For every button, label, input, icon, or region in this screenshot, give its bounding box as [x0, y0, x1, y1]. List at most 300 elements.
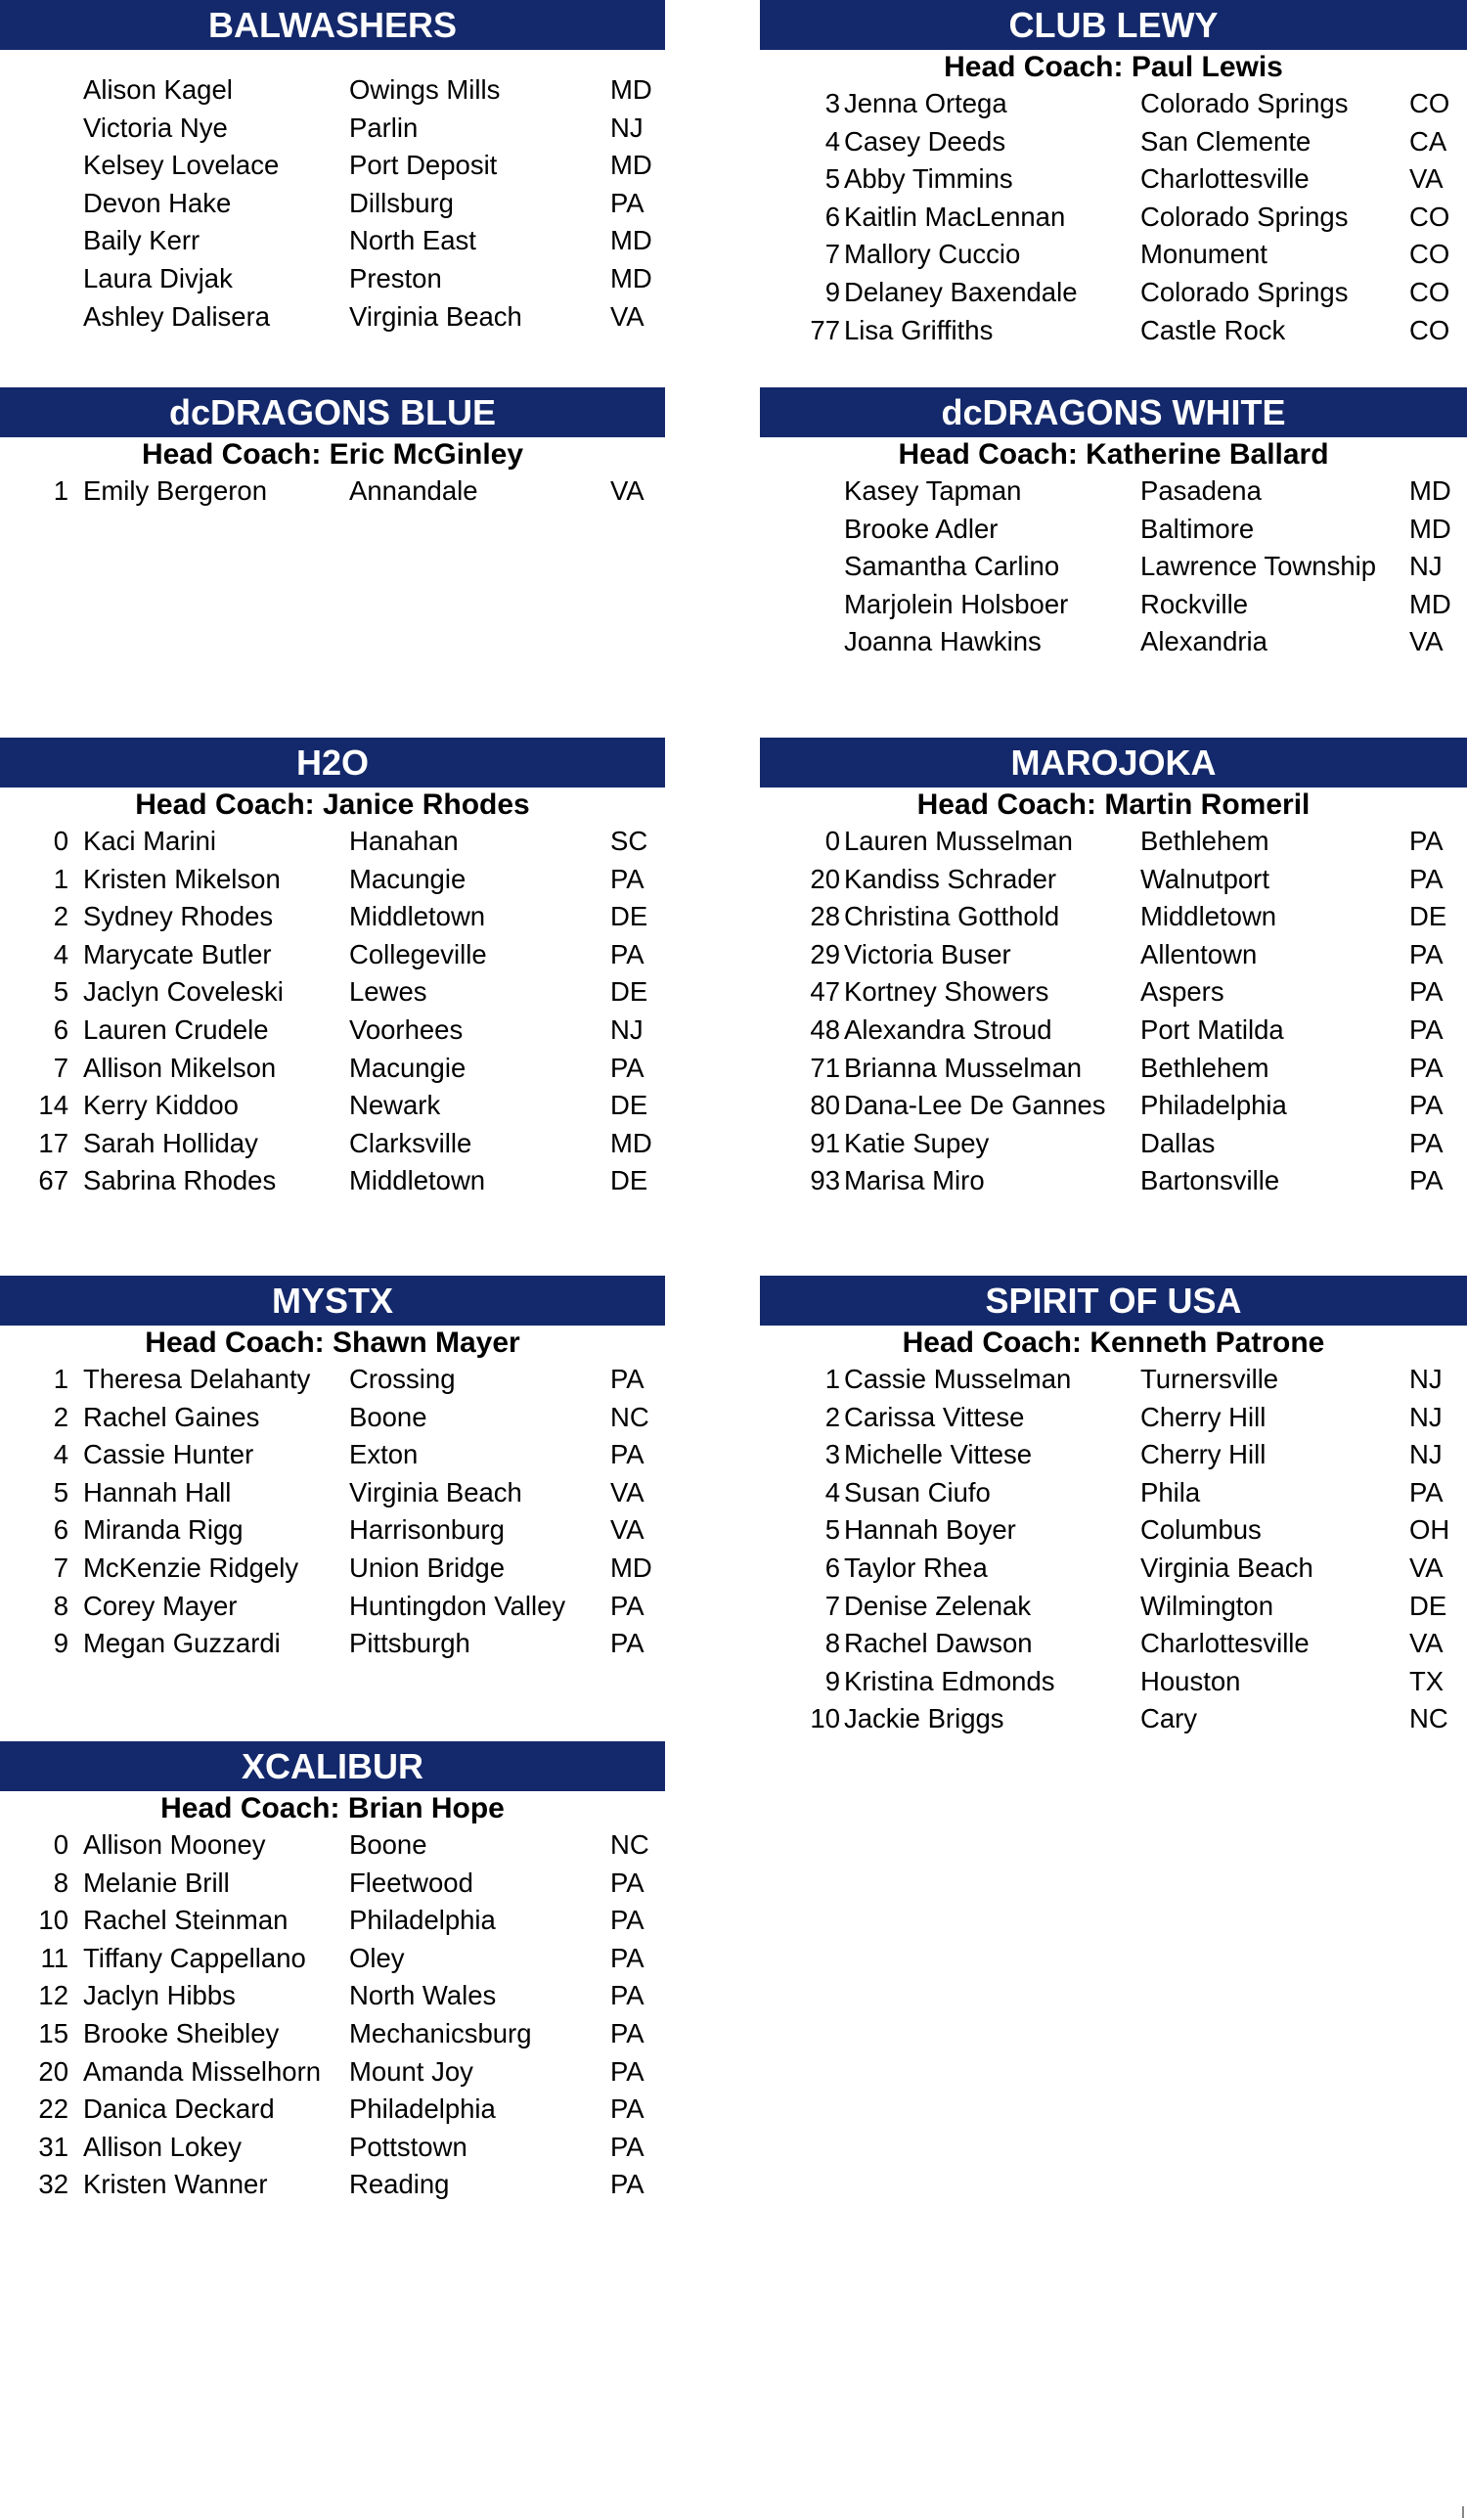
- player-number: 7: [824, 1590, 840, 1621]
- player-name: Allison Lokey: [83, 2131, 243, 2162]
- roster: [0, 1361, 665, 1663]
- player-number: 20: [38, 2055, 68, 2087]
- roster: [760, 1361, 1467, 1738]
- player-number: 91: [810, 1127, 840, 1158]
- player-city: Hanahan: [349, 826, 459, 856]
- player-state: NJ: [1409, 1401, 1443, 1432]
- roster: [760, 85, 1467, 349]
- player-state: NC: [610, 1829, 649, 1860]
- player-row: [760, 199, 1467, 237]
- player-row: [760, 936, 1467, 974]
- player-number: 0: [53, 1829, 68, 1860]
- player-row: [760, 898, 1467, 936]
- player-name: Corey Mayer: [83, 1590, 238, 1621]
- player-city: Lawrence Township: [1140, 551, 1377, 582]
- player-name: Ashley Dalisera: [83, 300, 271, 332]
- player-name: Hannah Boyer: [844, 1514, 1016, 1546]
- player-city: Dillsburg: [349, 187, 454, 218]
- player-row: [0, 1977, 665, 2015]
- player-name: Jaclyn Coveleski: [83, 976, 284, 1008]
- player-state: MD: [1409, 513, 1451, 544]
- player-name: Carissa Vittese: [844, 1401, 1025, 1432]
- player-city: Pasadena: [1140, 475, 1262, 506]
- player-number: 2: [53, 1401, 68, 1432]
- player-number: 10: [810, 1703, 840, 1734]
- player-row: [0, 2091, 665, 2129]
- roster: [0, 472, 665, 511]
- player-city: Owings Mills: [349, 74, 501, 105]
- player-name: Katie Supey: [844, 1127, 990, 1158]
- team-name: CLUB LEWY: [760, 0, 1467, 50]
- player-row: [0, 1826, 665, 1865]
- player-state: PA: [1409, 1052, 1444, 1083]
- player-city: Middletown: [349, 1165, 486, 1196]
- player-city: Boone: [349, 1401, 427, 1432]
- player-state: PA: [610, 2093, 645, 2125]
- team-name: dcDRAGONS WHITE: [760, 387, 1467, 437]
- player-row: [760, 1399, 1467, 1437]
- player-name: Kaci Marini: [83, 826, 217, 856]
- player-row: [760, 1125, 1467, 1163]
- player-city: Virginia Beach: [349, 1476, 522, 1508]
- team-block-club-lewy: [760, 0, 1467, 349]
- player-city: Parlin: [349, 112, 419, 143]
- player-name: Mallory Cuccio: [844, 239, 1021, 270]
- player-city: Port Matilda: [1140, 1013, 1284, 1045]
- head-coach: Head Coach: Janice Rhodes: [135, 788, 530, 821]
- player-number: 9: [53, 1628, 68, 1659]
- player-name: Tiffany Cappellano: [83, 1942, 306, 1973]
- player-state: CO: [1409, 88, 1450, 118]
- player-number: 3: [824, 88, 840, 118]
- player-state: MD: [610, 225, 652, 256]
- player-name: Joanna Hawkins: [844, 626, 1042, 657]
- player-city: Rockville: [1140, 588, 1249, 619]
- player-state: MD: [610, 262, 652, 293]
- player-row: [760, 1361, 1467, 1399]
- player-name: Jenna Ortega: [844, 88, 1007, 118]
- player-name: Kristen Wanner: [83, 2169, 268, 2200]
- head-coach: Head Coach: Brian Hope: [160, 1792, 505, 1824]
- player-name: Victoria Buser: [844, 938, 1011, 969]
- player-name: Casey Deeds: [844, 125, 1006, 157]
- player-state: NJ: [1409, 1439, 1443, 1470]
- team-block-h2o: [0, 738, 665, 1200]
- player-row: [760, 1511, 1467, 1550]
- player-row: [0, 1625, 665, 1663]
- player-row: [0, 1361, 665, 1399]
- player-state: VA: [610, 1476, 645, 1508]
- player-name: Emily Bergeron: [83, 475, 267, 506]
- player-row: [0, 1050, 665, 1088]
- player-row: [760, 312, 1467, 350]
- player-row: [760, 274, 1467, 312]
- player-city: Fleetwood: [349, 1867, 473, 1898]
- player-state: PA: [610, 1364, 645, 1394]
- player-city: Houston: [1140, 1665, 1241, 1696]
- player-city: Baltimore: [1140, 513, 1255, 544]
- player-number: 93: [810, 1165, 840, 1196]
- player-city: Virginia Beach: [349, 300, 522, 332]
- head-coach: Head Coach: Kenneth Patrone: [902, 1327, 1325, 1359]
- player-state: PA: [610, 2169, 645, 2200]
- player-row: [760, 823, 1467, 861]
- player-city: Colorado Springs: [1140, 88, 1349, 118]
- player-number: 2: [53, 901, 68, 932]
- player-city: Cherry Hill: [1140, 1439, 1267, 1470]
- player-city: Middletown: [349, 901, 486, 932]
- player-number: 8: [824, 1628, 840, 1659]
- player-city: Alexandria: [1140, 626, 1267, 657]
- player-city: Philadelphia: [349, 2093, 496, 2125]
- player-city: Crossing: [349, 1364, 456, 1394]
- player-city: Macungie: [349, 1052, 467, 1083]
- player-state: PA: [1409, 1127, 1444, 1158]
- player-city: Oley: [349, 1942, 405, 1973]
- player-state: MD: [1409, 475, 1451, 506]
- player-state: PA: [610, 1052, 645, 1083]
- player-number: 1: [53, 1364, 68, 1394]
- player-row: [760, 973, 1467, 1012]
- player-row: [0, 2129, 665, 2167]
- player-state: PA: [610, 187, 645, 218]
- player-name: Hannah Hall: [83, 1476, 232, 1508]
- player-row: [760, 1436, 1467, 1474]
- player-city: Collegeville: [349, 938, 487, 969]
- player-number: 5: [824, 1514, 840, 1546]
- player-row: [760, 1012, 1467, 1050]
- player-name: Devon Hake: [83, 187, 232, 218]
- player-state: PA: [610, 2055, 645, 2087]
- player-row: [0, 1511, 665, 1550]
- player-name: Rachel Gaines: [83, 1401, 260, 1432]
- player-row: [0, 1474, 665, 1512]
- player-name: Kandiss Schrader: [844, 863, 1057, 894]
- player-state: PA: [1409, 1013, 1444, 1045]
- player-number: 7: [824, 239, 840, 270]
- player-state: MD: [610, 150, 652, 181]
- player-row: [760, 1087, 1467, 1125]
- player-city: Turnersville: [1140, 1364, 1279, 1394]
- player-city: Bethlehem: [1140, 826, 1269, 856]
- player-city: Walnutport: [1140, 863, 1269, 894]
- player-state: PA: [1409, 976, 1444, 1008]
- player-city: Bethlehem: [1140, 1052, 1269, 1083]
- player-state: NJ: [610, 1013, 644, 1045]
- player-row: [760, 1700, 1467, 1738]
- player-name: Kasey Tapman: [844, 475, 1022, 506]
- player-city: Castle Rock: [1140, 314, 1286, 345]
- player-name: Brooke Adler: [844, 513, 999, 544]
- player-city: Allentown: [1140, 938, 1258, 969]
- player-state: MD: [610, 1552, 652, 1583]
- player-number: 28: [810, 901, 840, 932]
- player-number: 7: [53, 1052, 68, 1083]
- player-number: 6: [824, 1552, 840, 1583]
- player-row: [0, 1087, 665, 1125]
- player-row: [0, 823, 665, 861]
- player-state: PA: [610, 2017, 645, 2048]
- player-city: Cary: [1140, 1703, 1198, 1734]
- player-state: DE: [610, 976, 648, 1008]
- player-name: Kortney Showers: [844, 976, 1049, 1008]
- player-number: 47: [810, 976, 840, 1008]
- player-state: DE: [610, 1165, 648, 1196]
- player-row: [0, 2015, 665, 2053]
- player-number: 77: [810, 314, 840, 345]
- player-state: PA: [1409, 863, 1444, 894]
- player-row: [0, 898, 665, 936]
- player-city: Colorado Springs: [1140, 201, 1349, 232]
- player-name: Susan Ciufo: [844, 1476, 991, 1508]
- team-block-dcdragons-white: [760, 387, 1467, 661]
- player-name: Sydney Rhodes: [83, 901, 274, 932]
- player-name: Kelsey Lovelace: [83, 150, 280, 181]
- player-name: Amanda Misselhorn: [83, 2055, 322, 2087]
- player-number: 17: [38, 1127, 68, 1158]
- player-state: PA: [610, 1980, 645, 2011]
- player-row: [0, 1865, 665, 1903]
- player-name: Lauren Crudele: [83, 1013, 269, 1045]
- player-number: 0: [53, 826, 68, 856]
- team-name: BALWASHERS: [0, 0, 665, 50]
- player-state: DE: [610, 901, 648, 932]
- player-number: 10: [38, 1905, 68, 1936]
- player-city: Annandale: [349, 475, 478, 506]
- player-name: Alison Kagel: [83, 74, 233, 105]
- team-block-dcdragons-blue: [0, 387, 665, 511]
- player-city: Wilmington: [1140, 1590, 1274, 1621]
- player-number: 20: [810, 863, 840, 894]
- player-name: Melanie Brill: [83, 1867, 230, 1898]
- player-city: Dallas: [1140, 1127, 1216, 1158]
- player-state: VA: [1409, 626, 1444, 657]
- team-block-marojoka: [760, 738, 1467, 1200]
- player-number: 4: [53, 938, 68, 969]
- player-row: [0, 472, 665, 511]
- player-number: 4: [824, 1476, 840, 1508]
- player-row: [0, 1550, 665, 1588]
- player-row: [0, 2053, 665, 2092]
- player-state: NC: [1409, 1703, 1448, 1734]
- player-row: [760, 623, 1467, 661]
- player-row: [760, 586, 1467, 624]
- player-number: 4: [53, 1439, 68, 1470]
- player-city: Columbus: [1140, 1514, 1262, 1546]
- player-row: [0, 298, 665, 337]
- player-state: MD: [1409, 588, 1451, 619]
- team-name: XCALIBUR: [0, 1741, 665, 1791]
- player-name: Christina Gotthold: [844, 901, 1060, 932]
- player-number: 6: [53, 1514, 68, 1546]
- player-number: 1: [53, 863, 68, 894]
- player-state: OH: [1409, 1514, 1450, 1546]
- player-row: [0, 110, 665, 148]
- player-city: Lewes: [349, 976, 427, 1008]
- player-city: Mechanicsburg: [349, 2017, 532, 2048]
- player-state: PA: [610, 1439, 645, 1470]
- player-number: 9: [824, 276, 840, 307]
- player-name: Victoria Nye: [83, 112, 228, 143]
- player-city: Reading: [349, 2169, 450, 2200]
- player-city: Monument: [1140, 239, 1267, 270]
- player-city: Boone: [349, 1829, 427, 1860]
- player-number: 3: [824, 1439, 840, 1470]
- player-row: [760, 123, 1467, 161]
- player-number: 14: [38, 1090, 68, 1121]
- player-state: NJ: [610, 112, 644, 143]
- player-row: [0, 1940, 665, 1978]
- team-name: dcDRAGONS BLUE: [0, 387, 665, 437]
- player-row: [0, 147, 665, 185]
- player-city: Mount Joy: [349, 2055, 473, 2087]
- player-city: Newark: [349, 1090, 441, 1121]
- player-row: [0, 260, 665, 298]
- player-row: [760, 472, 1467, 511]
- player-state: VA: [610, 475, 645, 506]
- player-city: North Wales: [349, 1980, 497, 2011]
- player-number: 71: [810, 1052, 840, 1083]
- player-city: Macungie: [349, 863, 467, 894]
- player-row: [0, 1902, 665, 1940]
- player-number: 8: [53, 1590, 68, 1621]
- player-row: [760, 85, 1467, 123]
- player-name: Allison Mooney: [83, 1829, 266, 1860]
- player-state: PA: [610, 2131, 645, 2162]
- player-state: PA: [610, 1867, 645, 1898]
- player-name: Cassie Hunter: [83, 1439, 254, 1470]
- player-state: MD: [610, 74, 652, 105]
- player-row: [0, 71, 665, 110]
- player-name: Denise Zelenak: [844, 1590, 1032, 1621]
- player-number: 80: [810, 1090, 840, 1121]
- player-row: [760, 1588, 1467, 1626]
- player-number: 5: [53, 976, 68, 1008]
- player-row: [0, 222, 665, 260]
- player-number: 22: [38, 2093, 68, 2125]
- player-name: Brooke Sheibley: [83, 2017, 280, 2048]
- player-state: DE: [1409, 901, 1447, 932]
- team-block-mystx: [0, 1276, 665, 1663]
- player-name: Kaitlin MacLennan: [844, 201, 1066, 232]
- player-name: Marisa Miro: [844, 1165, 985, 1196]
- player-name: McKenzie Ridgely: [83, 1552, 299, 1583]
- player-city: Pittsburgh: [349, 1628, 470, 1659]
- player-name: Michelle Vittese: [844, 1439, 1033, 1470]
- player-number: 15: [38, 2017, 68, 2048]
- player-city: Cherry Hill: [1140, 1401, 1267, 1432]
- player-state: PA: [610, 863, 645, 894]
- player-state: PA: [610, 1590, 645, 1621]
- player-name: Jackie Briggs: [844, 1703, 1004, 1734]
- head-coach: Head Coach: Eric McGinley: [141, 438, 524, 471]
- player-name: Miranda Rigg: [83, 1514, 244, 1546]
- player-city: Philadelphia: [1140, 1090, 1287, 1121]
- player-name: Lisa Griffiths: [844, 314, 994, 345]
- head-coach: Head Coach: Katherine Ballard: [898, 438, 1329, 471]
- team-name: SPIRIT OF USA: [760, 1276, 1467, 1326]
- player-name: Delaney Baxendale: [844, 276, 1078, 307]
- team-name: MAROJOKA: [760, 738, 1467, 788]
- player-name: Dana-Lee De Gannes: [844, 1090, 1106, 1121]
- player-state: VA: [1409, 1552, 1444, 1583]
- player-row: [760, 1663, 1467, 1701]
- player-city: Voorhees: [349, 1013, 464, 1045]
- roster: [0, 1826, 665, 2204]
- player-state: CO: [1409, 314, 1450, 345]
- player-city: Exton: [349, 1439, 419, 1470]
- player-city: San Clemente: [1140, 125, 1311, 157]
- player-city: Preston: [349, 262, 442, 293]
- player-number: 32: [38, 2169, 68, 2200]
- player-row: [0, 1012, 665, 1050]
- player-name: Marycate Butler: [83, 938, 272, 969]
- page-edge-mark: [1462, 2506, 1464, 2518]
- player-name: Rachel Dawson: [844, 1628, 1033, 1659]
- roster: [760, 472, 1467, 661]
- player-state: NJ: [1409, 551, 1443, 582]
- player-name: Danica Deckard: [83, 2093, 275, 2125]
- team-block-spirit-of-usa: [760, 1276, 1467, 1738]
- player-state: SC: [610, 826, 648, 856]
- player-name: Cassie Musselman: [844, 1364, 1072, 1394]
- player-state: PA: [1409, 1165, 1444, 1196]
- player-name: Kerry Kiddoo: [83, 1090, 239, 1121]
- player-name: Rachel Steinman: [83, 1905, 289, 1936]
- player-number: 4: [824, 125, 840, 157]
- player-state: VA: [610, 300, 645, 332]
- player-state: DE: [610, 1090, 648, 1121]
- player-city: Pottstown: [349, 2131, 467, 2162]
- player-name: Megan Guzzardi: [83, 1628, 281, 1659]
- player-row: [0, 861, 665, 899]
- player-state: DE: [1409, 1590, 1447, 1621]
- player-name: Abby Timmins: [844, 163, 1013, 195]
- player-state: PA: [610, 1628, 645, 1659]
- player-number: 8: [53, 1867, 68, 1898]
- player-number: 48: [810, 1013, 840, 1045]
- player-number: 6: [53, 1013, 68, 1045]
- player-name: Laura Divjak: [83, 262, 233, 293]
- player-state: VA: [1409, 163, 1444, 195]
- player-name: Sabrina Rhodes: [83, 1165, 277, 1196]
- player-number: 2: [824, 1401, 840, 1432]
- player-row: [760, 511, 1467, 549]
- player-name: Kristina Edmonds: [844, 1665, 1055, 1696]
- player-name: Taylor Rhea: [844, 1552, 988, 1583]
- player-city: Huntingdon Valley: [349, 1590, 566, 1621]
- team-block-xcalibur: [0, 1741, 665, 2204]
- head-coach: Head Coach: Paul Lewis: [944, 51, 1283, 83]
- player-number: 29: [810, 938, 840, 969]
- player-city: Middletown: [1140, 901, 1277, 932]
- player-row: [760, 1162, 1467, 1200]
- player-row: [760, 1625, 1467, 1663]
- player-city: Virginia Beach: [1140, 1552, 1313, 1583]
- player-state: CO: [1409, 239, 1450, 270]
- player-name: Kristen Mikelson: [83, 863, 281, 894]
- player-number: 6: [824, 201, 840, 232]
- player-row: [0, 1399, 665, 1437]
- player-number: 5: [53, 1476, 68, 1508]
- player-row: [0, 1588, 665, 1626]
- player-state: PA: [1409, 1476, 1444, 1508]
- player-number: 12: [38, 1980, 68, 2011]
- player-state: PA: [1409, 826, 1444, 856]
- player-row: [760, 236, 1467, 274]
- player-state: CA: [1409, 125, 1447, 157]
- player-city: Aspers: [1140, 976, 1224, 1008]
